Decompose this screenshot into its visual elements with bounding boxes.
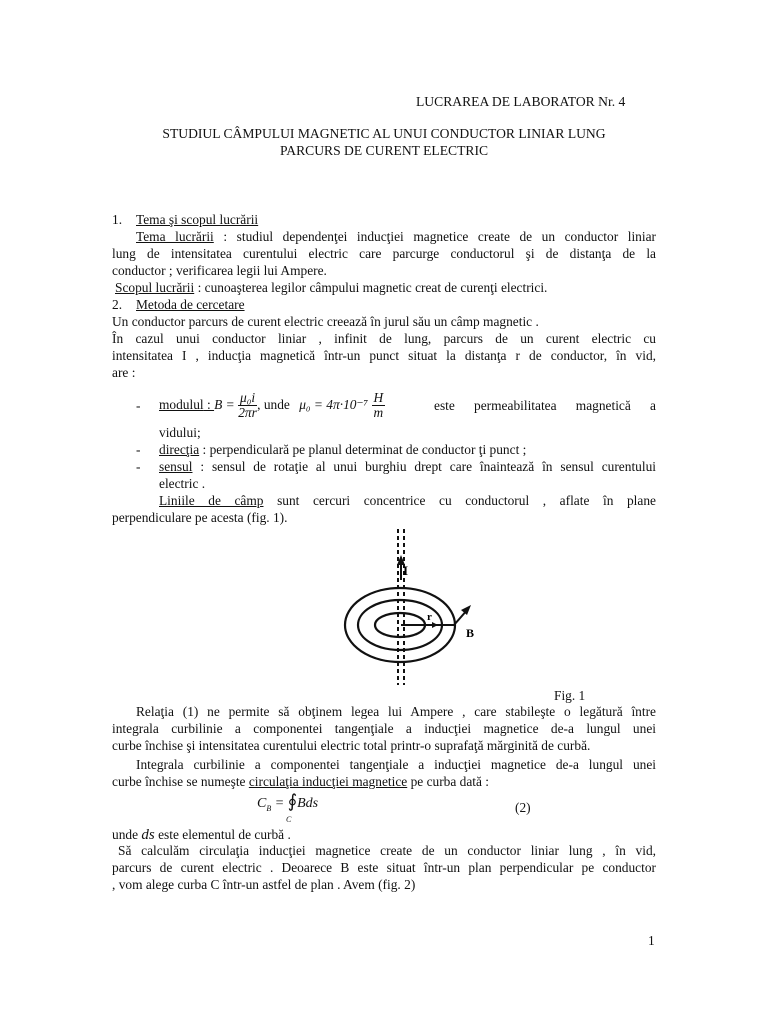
circulatia-term: circulaţia inducţiei magnetice: [248, 774, 408, 789]
bullet-directia: -: [136, 442, 141, 457]
p2-line-2: intensitatea I , inducţia magnetică într-un punct situat la distanţa r de conductor, în vid,: [112, 348, 656, 363]
tema-line-2: lung de intensitatea curentului electric care parcurge conductorul şi de distanţa de la: [112, 246, 656, 261]
title-line-2: PARCURS DE CURENT ELECTRIC: [279, 143, 489, 158]
int-line-1: Integrala curbilinie a componentei tangenţiale a inducţiei magnetice de-a lungul unei: [136, 757, 656, 772]
section-1-number: 1.: [112, 212, 123, 227]
sensul-line: sensul : sensul de rotaţie al unui burghiu drept care înaintează în sensul curentului: [159, 459, 656, 474]
directia-line: direcţia : perpendiculară pe planul determinat de conductor ţi punct ;: [159, 442, 527, 457]
lab-title: LUCRAREA DE LABORATOR Nr. 4: [416, 94, 626, 109]
linii-line-2: perpendiculare pe acesta (fig. 1).: [112, 510, 288, 525]
directia-label: direcţia: [159, 442, 200, 457]
modulul-label: modulul: [159, 397, 204, 412]
section-1-heading: Tema şi scopul lucrării: [136, 212, 259, 227]
p1: Un conductor parcurs de curent electric creează în jurul său un câmp magnetic .: [112, 314, 539, 329]
tema-line-3: conductor ; verificarea legii lui Ampere.: [112, 263, 327, 278]
formula-2-limit: C: [286, 815, 292, 824]
calc-line-1: Să calculăm circulaţia inducţiei magnetice create de un conductor liniar lung , în vid,: [118, 843, 656, 858]
formula-b-fraction: $\frac{\text{μ₀i}}{2\pi r}$: [238, 390, 257, 421]
label-i: I: [403, 563, 409, 578]
section-2-heading: Metoda de cercetare: [136, 297, 245, 312]
sensul-label: sensul: [159, 459, 193, 474]
rel-line-3: curbe închise şi intensitatea curentului electric total printr-o suprafaţă mărginită de curbă.: [112, 738, 591, 753]
p2-line-1: În cazul unui conductor liniar , infinit de lung, parcurs de un curent electric cu: [112, 331, 656, 346]
title-line-1: STUDIUL CÂMPULUI MAGNETIC AL UNUI CONDUCTOR LINIAR LUNG: [162, 126, 606, 141]
unde-ds-line: unde ds este elementul de curbă .: [112, 827, 291, 843]
fig-1-caption: Fig. 1: [554, 688, 586, 703]
bullet-sensul: -: [136, 459, 141, 474]
p2-line-3: are :: [112, 365, 136, 380]
bullet-modulul: -: [136, 398, 141, 413]
tema-label: Tema lucrării: [136, 229, 214, 244]
calc-line-2: parcurs de curent electric . Deoarece B este situat într-un plan perpendicular pe conductor: [112, 860, 656, 875]
formula-h-fraction: $\frac{H}{m}$: [373, 390, 384, 421]
int-line-2: curbe închise se numeşte circulaţia inducţiei magnetice pe curba dată :: [112, 774, 490, 789]
formula-mu: μ₀ = 4π·10⁻⁷: [299, 397, 369, 412]
rel-line-1: Relaţia (1) ne permite să obţinem legea lui Ampere , care stabileşte o legătură între: [136, 704, 656, 719]
permeab-text: este permeabilitatea magnetică a: [434, 398, 656, 413]
equation-number-2: (2): [515, 800, 531, 815]
modulul-line: modulul : B = $\frac{\text{μ₀i}}{2\pi r}$ , unde μ₀ = 4π·10⁻⁷ $\frac{H}{m}$: [159, 390, 384, 421]
formula-b-lhs: B =: [214, 397, 235, 412]
vidului: vidului;: [159, 425, 201, 440]
ds-symbol: ds: [141, 827, 155, 843]
rel-line-2: integrala curbilinie a componentei tangenţiale a inducţiei magnetice de-a lungul unei: [112, 721, 656, 736]
page-number: 1: [648, 933, 655, 948]
formula-2: $C_B$ = ∮Bds: [257, 791, 319, 813]
linii-line-1: Liniile de câmp sunt cercuri concentrice cu conductorul , aflate în plane: [159, 493, 656, 508]
figure-1: [330, 525, 500, 690]
scop-line: Scopul lucrării : cunoaşterea legilor câmpului magnetic creat de curenţi electrici.: [115, 280, 548, 295]
label-b: B: [466, 626, 475, 640]
sensul-line-2: electric .: [159, 476, 206, 491]
linii-label: Liniile de câmp: [159, 493, 264, 508]
label-r: r: [427, 611, 432, 623]
section-2-number: 2.: [112, 297, 123, 312]
calc-line-3: , vom alege curba C într-un astfel de plan . Avem (fig. 2): [112, 877, 416, 892]
tema-line-1: Tema lucrării : studiul dependenţei inducţiei magnetice create de un conductor liniar: [136, 229, 656, 244]
scop-label: Scopul lucrării: [115, 280, 195, 295]
